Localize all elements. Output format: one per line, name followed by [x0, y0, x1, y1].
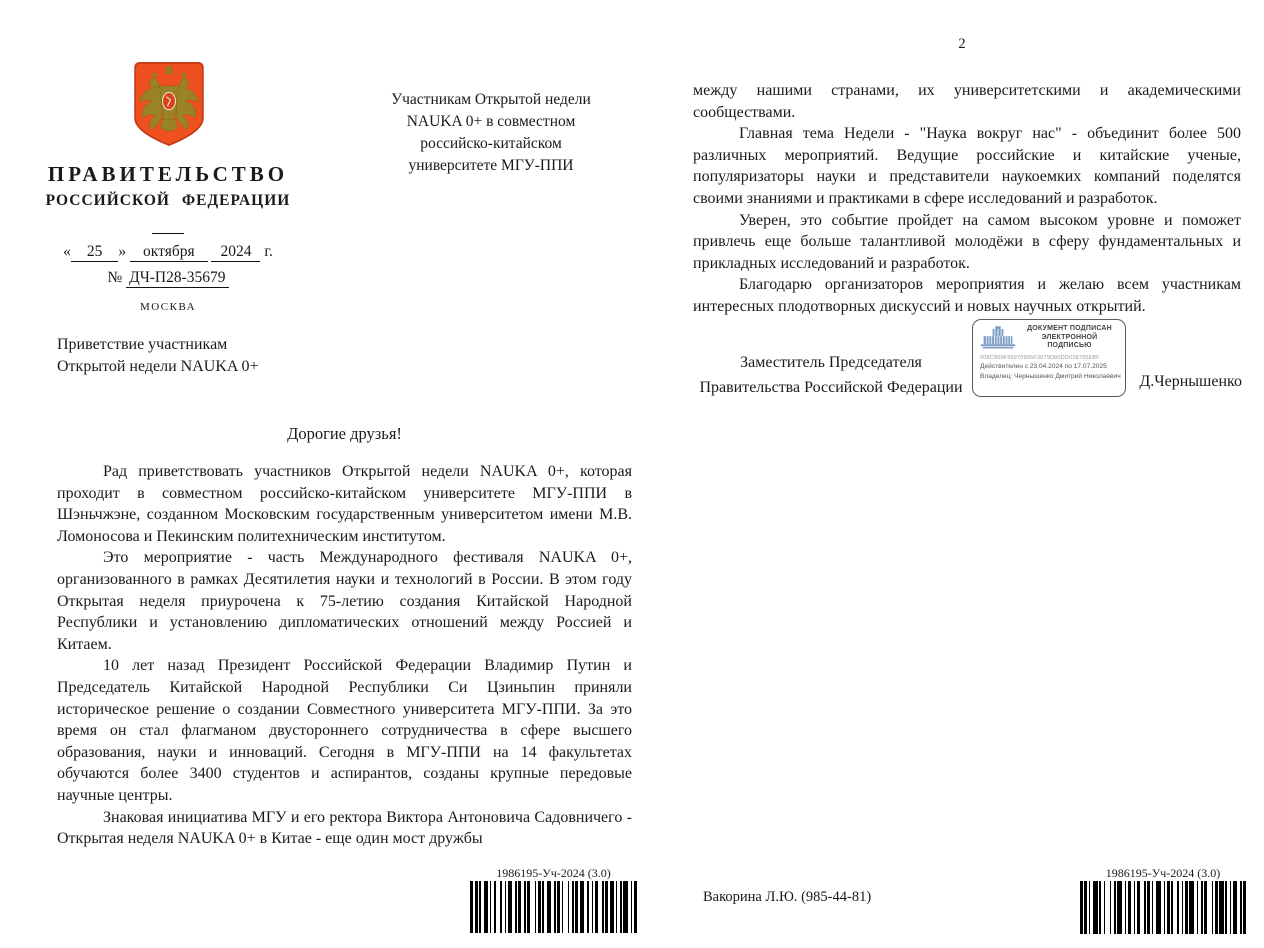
- addressee-line: российско-китайском: [420, 135, 562, 152]
- left-barcode: [470, 881, 637, 933]
- right-barcode-label: 1986195-Уч-2024 (3.0): [1105, 866, 1221, 880]
- executor-contact: Вакорина Л.Ю. (985-44-81): [703, 889, 872, 905]
- government-building-icon: [980, 326, 1016, 350]
- paragraph: Уверен, это событие пройдет на самом высоком уровне и поможет привлечь еще больше талантливой молодёжи в сферу фундаментальных и прикладных исследований и разработок.: [693, 211, 1241, 272]
- stamp-title-line1: ДОКУМЕНТ ПОДПИСАН: [1027, 325, 1112, 332]
- number-sign: №: [107, 269, 123, 286]
- signer-position: [693, 350, 969, 400]
- salutation: Дорогие друзья!: [287, 424, 402, 443]
- paragraph: 10 лет назад Президент Российской Федерации Владимир Путин и Председатель Китайской Народной Республики Си Цзиньпин приняли историческое решение о создании Совместного университета МГУ-ППИ. За это время он стал флагманом двустороннего сотрудничества в сфере высшего образования, науки и инноваций. Сегодня в МГУ-ППИ на 14 факультетах обучаются более 3400 студентов и аспирантов, созданы крупные передовые научные центры.: [57, 657, 632, 804]
- date-suffix: г.: [264, 243, 273, 260]
- org-name-line1: ПРАВИТЕЛЬСТВО: [47, 162, 289, 186]
- paragraph: Рад приветствовать участников Открытой недели NAUKA 0+, которая проходит в совместном российско-китайском университете МГУ-ППИ в Шэньчжэне, созданном Московским государственным университетом имени М.В. Ломоносова и Пекинским политехническим институтом.: [57, 463, 632, 545]
- page2-body: [693, 80, 1241, 318]
- document-number-line: [20, 269, 316, 288]
- paragraph: Знаковая инициатива МГУ и его ректора Виктора Антоновича Садовничего - Открытая неделя NAUKA 0+ в Китае - еще один мост дружбы: [57, 808, 632, 848]
- subject-line: Приветствие участникам: [57, 336, 228, 353]
- org-name-line2: РОССИЙСКОЙ ФЕДЕРАЦИИ: [45, 192, 291, 209]
- addressee-block: [350, 89, 632, 177]
- paragraph: между нашими странами, их университетскими и академическими сообществами.: [693, 82, 1241, 121]
- signer-position-line: Правительства Российской Федерации: [699, 379, 963, 396]
- paragraph: Главная тема Недели - "Наука вокруг нас" - объединит более 500 различных мероприятий. Ведущие российские и китайские ученые, популяризаторы науки и представители наукоемких компаний поделятся своими знаниями и практиками в сфере исследований и разработок.: [693, 125, 1241, 207]
- paragraph: Это мероприятие - часть Международного фестиваля NAUKA 0+, организованного в рамках Десятилетия науки и технологий в России. В этом году Открытая неделя приурочена к 75-летию создания Китайской Народной Республики и установлению дипломатических отношений между Россией и Китаем.: [57, 549, 632, 653]
- stamp-validity: Действителен с 23.04.2024 по 17.07.2025: [980, 363, 1107, 370]
- date-day: 25: [71, 243, 119, 262]
- subject-block: [57, 334, 377, 378]
- date-line: [20, 243, 316, 262]
- letterhead-divider: [152, 233, 184, 234]
- subject-line: Открытой недели NAUKA 0+: [57, 358, 259, 375]
- city-label: МОСКВА: [139, 301, 197, 313]
- date-month: октября: [130, 243, 208, 262]
- page-2: [660, 0, 1264, 948]
- document-number: ДЧ-П28-35679: [126, 269, 228, 288]
- stamp-header: [980, 325, 1118, 351]
- coat-of-arms-svg: [133, 60, 205, 148]
- addressee-line: Участникам Открытой недели: [391, 91, 591, 108]
- date-year: 2024: [211, 243, 260, 262]
- right-barcode: [1080, 881, 1246, 934]
- signer-position-line: Заместитель Председателя: [740, 354, 922, 371]
- stamp-title: [1021, 325, 1118, 351]
- left-barcode-label: 1986195-Уч-2024 (3.0): [496, 866, 611, 880]
- stamp-certificate: 008C800F36970905F3079D80DD028705EBF: [980, 354, 1100, 361]
- quote-close: »: [118, 243, 127, 260]
- addressee-line: университете МГУ-ППИ: [408, 157, 574, 174]
- electronic-signature-stamp: [972, 319, 1126, 397]
- paragraph: Благодарю организаторов мероприятия и желаю всем участникам интересных плодотворных дискуссий и новых научных открытий.: [693, 276, 1241, 315]
- stamp-owner: Владелец: Чернышенко Дмитрий Николаевич: [980, 372, 1121, 380]
- quote-open: «: [63, 243, 71, 260]
- russia-coat-of-arms-icon: [133, 60, 205, 148]
- stamp-title-line2: ЭЛЕКТРОННОЙ ПОДПИСЬЮ: [1041, 333, 1098, 349]
- page1-body: [57, 461, 632, 850]
- page-number: 2: [958, 36, 966, 52]
- addressee-line: NAUKA 0+ в совместном: [406, 113, 576, 130]
- signer-name: Д.Чернышенко: [1139, 373, 1242, 390]
